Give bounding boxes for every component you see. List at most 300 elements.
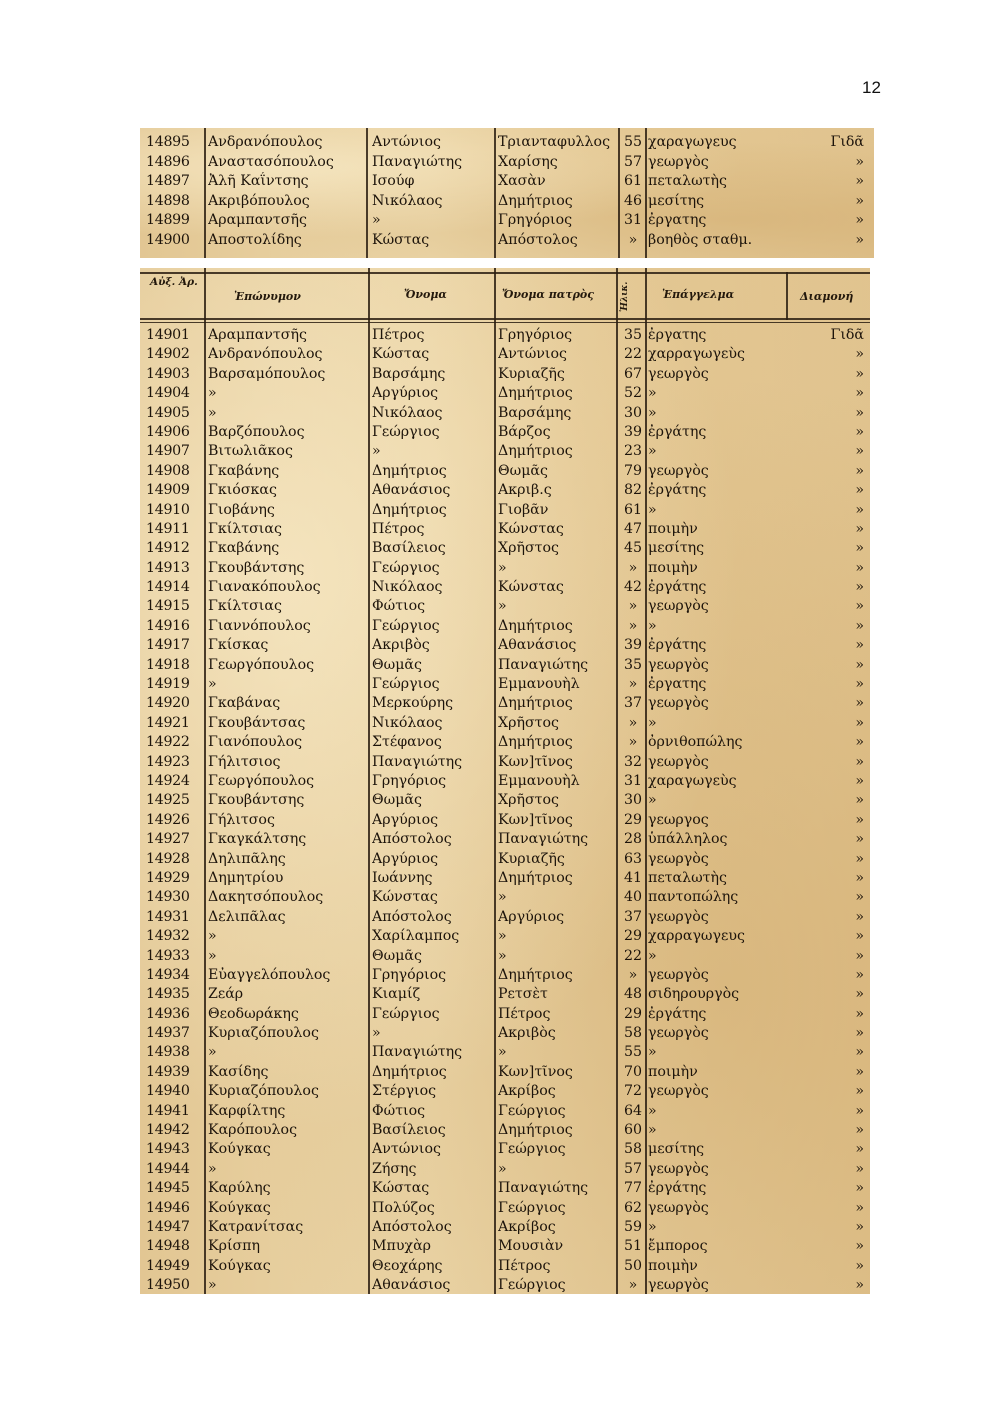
age-cell: 46 [623,192,643,209]
occupation-cell: ἐργατης [648,212,707,229]
table-row [140,442,870,461]
occupation-cell: ποιμὴν [648,1063,698,1080]
residence-cell: » [855,753,864,770]
first-name-cell: Πολύζος [372,1199,435,1216]
table-body [140,326,870,1294]
table-row [140,597,870,616]
occupation-cell: σιδηρουργὸς [648,986,740,1003]
record-number: 14926 [146,811,190,828]
surname-cell: » [208,385,217,402]
surname-cell: Κυριαζόπουλος [208,1083,319,1100]
residence-cell: » [855,966,864,983]
surname-cell: Γεωργόπουλος [208,772,315,789]
first-name-cell: Θωμᾶς [372,656,422,673]
surname-cell: Κασίδης [208,1063,269,1080]
age-cell: 72 [623,1083,643,1100]
surname-cell: » [208,1277,217,1294]
table-row [140,636,870,655]
age-cell: 31 [623,772,643,789]
table-row [140,1121,870,1140]
residence-cell: Γιδᾶ [830,134,864,150]
table-row [140,520,870,539]
occupation-cell: ποιμὴν [648,520,698,537]
father-name-cell: Κώνστας [498,520,564,537]
residence-cell: » [855,1277,864,1294]
father-name-cell: Κώνστας [498,579,564,596]
father-name-cell: Κυριαζῆς [498,850,565,867]
record-number: 14901 [146,327,190,343]
surname-cell: Θεοδωράκης [208,1005,299,1022]
occupation-cell: γεωργὸς [648,462,709,479]
age-cell: 39 [623,637,643,654]
father-name-cell: Αντώνιος [498,346,567,363]
first-name-cell: Αντώνιος [372,134,441,150]
record-number: 14937 [146,1025,190,1042]
age-cell: 50 [623,1257,643,1274]
father-name-cell: Ακρίβος [498,1218,556,1235]
first-name-cell: Γεώργιος [372,559,440,576]
page-number: 12 [862,78,881,97]
father-name-cell: Ακριβὸς [498,1025,556,1042]
occupation-cell: γεωργὸς [648,850,709,867]
age-cell: 48 [623,986,643,1003]
residence-cell: » [855,889,864,906]
surname-cell: » [208,928,217,945]
age-cell: 77 [623,1180,643,1197]
first-name-cell: » [372,1025,381,1042]
father-name-cell: Κων]τῖνος [498,753,573,770]
table-row [140,869,870,888]
father-name-cell: Αργύριος [498,908,565,925]
residence-cell: » [855,346,864,363]
record-number: 14931 [146,908,190,925]
header-rule-bottom [140,318,870,320]
record-number: 14940 [146,1083,190,1100]
age-cell: 57 [623,1160,643,1177]
table-row [140,462,870,481]
surname-cell: Γκουβάντσης [208,792,305,809]
residence-cell: » [855,928,864,945]
residence-cell: » [855,231,864,248]
residence-cell: » [855,850,864,867]
residence-cell: » [855,714,864,731]
residence-cell: » [855,365,864,382]
occupation-cell: » [648,947,657,964]
residence-cell: » [855,734,864,751]
record-number: 14939 [146,1063,190,1080]
age-cell: 39 [623,423,643,440]
age-cell: 40 [623,889,643,906]
occupation-cell: ἐργάτης [648,482,707,499]
residence-cell: » [855,1218,864,1235]
record-number: 14920 [146,695,190,712]
age-cell: 31 [623,212,643,229]
table-row [140,578,870,597]
occupation-cell: μεσίτης [648,540,705,557]
occupation-cell: γεωργὸς [648,365,709,382]
occupation-cell: πεταλωτὴς [648,869,727,886]
record-number: 14927 [146,831,190,848]
first-name-cell: Θωμᾶς [372,947,422,964]
table-row [140,888,870,907]
occupation-cell: » [648,792,657,809]
residence-cell: » [855,520,864,537]
surname-cell: Γκουβάντσας [208,714,306,731]
age-cell: » [628,617,638,634]
occupation-cell: ποιμὴν [648,1257,698,1274]
first-name-cell: Δημήτριος [372,462,447,479]
residence-cell: » [855,173,864,190]
table-row [140,927,870,946]
table-row [140,850,870,869]
surname-cell: Ανδρανόπουλος [208,134,323,150]
first-name-cell: Πέτρος [372,327,425,343]
table-row [140,714,870,733]
age-cell: 63 [623,850,643,867]
surname-cell: » [208,947,217,964]
record-number: 14895 [146,134,190,150]
residence-cell: » [855,811,864,828]
first-name-cell: » [372,443,381,460]
age-cell: 29 [623,1005,643,1022]
father-name-cell: Ακρίβος [498,1083,556,1100]
residence-cell: Γιδᾶ [830,327,864,343]
first-name-cell: Νικόλαος [372,404,443,421]
residence-cell: » [855,153,864,170]
age-cell: » [628,734,638,751]
occupation-cell: ἐργάτης [648,579,707,596]
residence-cell: » [855,772,864,789]
surname-cell: Βαρσαμόπουλος [208,365,326,382]
residence-cell: » [855,482,864,499]
table-row [140,423,870,442]
record-number: 14944 [146,1160,190,1177]
surname-cell: Κούγκας [208,1257,271,1274]
age-cell: 51 [623,1238,643,1255]
age-cell: 79 [623,462,643,479]
occupation-cell: » [648,714,657,731]
residence-cell: » [855,1122,864,1139]
header-occupation: Ἐπάγγελμα [662,288,735,301]
father-name-cell: Γεώργιος [498,1277,566,1294]
record-number: 14913 [146,559,190,576]
residence-cell: » [855,1005,864,1022]
first-name-cell: Μερκούρης [372,695,454,712]
table-row [140,539,870,558]
record-number: 14935 [146,986,190,1003]
age-cell: 62 [623,1199,643,1216]
surname-cell: Κούγκας [208,1199,271,1216]
father-name-cell: Γεώργιος [498,1199,566,1216]
occupation-cell: » [648,1102,657,1119]
record-number: 14911 [146,520,190,537]
occupation-cell: » [648,617,657,634]
occupation-cell: γεωργὸς [648,598,709,615]
surname-cell: Κατρανίτσας [208,1218,304,1235]
age-cell: 30 [623,404,643,421]
first-name-cell: Βασίλειος [372,540,446,557]
father-name-cell: » [498,559,507,576]
first-name-cell: Παναγιώτης [372,1044,463,1061]
residence-cell: » [855,423,864,440]
residence-cell: » [855,192,864,209]
record-number: 14949 [146,1257,190,1274]
occupation-cell: ἐργατης [648,676,707,693]
occupation-cell: χαρραγωγευς [648,928,745,945]
table-row [140,1257,870,1276]
record-number: 14907 [146,443,190,460]
occupation-cell: ἐργατης [648,327,707,343]
first-name-cell: Νικόλαος [372,579,443,596]
father-name-cell: Δημήτριος [498,617,573,634]
residence-cell: » [855,1044,864,1061]
table-row [140,656,870,675]
table-row [140,501,870,520]
surname-cell: Γκίλτσιας [208,520,282,537]
occupation-cell: ἐργάτης [648,1180,707,1197]
record-number: 14900 [146,231,190,248]
top-fragment-rows [140,133,874,251]
father-name-cell: Γιοβᾶν [498,501,549,518]
first-name-cell: Ισούφ [372,173,415,190]
residence-cell: » [855,676,864,693]
father-name-cell: Παναγιώτης [498,1180,589,1197]
residence-cell: » [855,1063,864,1080]
father-name-cell: Παναγιώτης [498,656,589,673]
first-name-cell: Απόστολος [372,1218,452,1235]
record-number: 14902 [146,346,190,363]
father-name-cell: Δημήτριος [498,443,573,460]
record-number: 14906 [146,423,190,440]
age-cell: 58 [623,1025,643,1042]
first-name-cell: Αθανάσιος [372,482,451,499]
occupation-cell: χαρραγωγεὺς [648,346,745,363]
occupation-cell: παντοπώλης [648,889,739,906]
residence-cell: » [855,1025,864,1042]
occupation-cell: ἔμπορος [648,1238,708,1255]
surname-cell: » [208,1044,217,1061]
age-cell: 37 [623,695,643,712]
age-cell: 45 [623,540,643,557]
first-name-cell: Απόστολος [372,908,452,925]
age-cell: 70 [623,1063,643,1080]
residence-cell: » [855,831,864,848]
father-name-cell: Δημήτριος [498,734,573,751]
record-number: 14943 [146,1141,190,1158]
first-name-cell: Ζήσης [372,1160,417,1177]
first-name-cell: Κώστας [372,1180,430,1197]
column-rule [786,272,788,320]
table-row [140,231,874,251]
surname-cell: Καρόπουλος [208,1122,298,1139]
father-name-cell: Πέτρος [498,1257,551,1274]
father-name-cell: Χασὰν [498,173,546,190]
table-row [140,1218,870,1237]
residence-cell: » [855,385,864,402]
first-name-cell: Πέτρος [372,520,425,537]
table-row [140,1043,870,1062]
occupation-cell: γεωργὸς [648,1199,709,1216]
occupation-cell: » [648,404,657,421]
table-row [140,1102,870,1121]
surname-cell: Γιανόπουλος [208,734,303,751]
residence-cell: » [855,404,864,421]
occupation-cell: » [648,1122,657,1139]
record-number: 14950 [146,1277,190,1294]
surname-cell: » [208,1160,217,1177]
first-name-cell: Θεοχάρης [372,1257,443,1274]
age-cell: 37 [623,908,643,925]
surname-cell: Γκίλτσιας [208,598,282,615]
first-name-cell: Αργύριος [372,385,439,402]
table-row [140,772,870,791]
surname-cell: Δημητρίου [208,869,284,886]
record-number: 14898 [146,192,190,209]
occupation-cell: γεωργὸς [648,695,709,712]
occupation-cell: γεωργὸς [648,1025,709,1042]
age-cell: 64 [623,1102,643,1119]
first-name-cell: Στέργιος [372,1083,437,1100]
surname-cell: Αποστολίδης [208,231,302,248]
age-cell: » [628,231,638,248]
occupation-cell: γεωργὸς [648,1277,709,1294]
record-number: 14899 [146,212,190,229]
record-number: 14924 [146,772,190,789]
father-name-cell: Γεώργιος [498,1102,566,1119]
occupation-cell: χαραγωγεὺς [648,772,737,789]
record-number: 14904 [146,385,190,402]
age-cell: 59 [623,1218,643,1235]
age-cell: 52 [623,385,643,402]
record-number: 14946 [146,1199,190,1216]
header-rule-top [140,272,870,274]
occupation-cell: μεσίτης [648,1141,705,1158]
father-name-cell: Αθανάσιος [498,637,577,654]
record-number: 14905 [146,404,190,421]
father-name-cell: Βάρζος [498,423,551,440]
occupation-cell: » [648,1218,657,1235]
father-name-cell: Κυριαζῆς [498,365,565,382]
table-row [140,1237,870,1256]
surname-cell: Εὐαγγελόπουλος [208,966,331,983]
age-cell: 58 [623,1141,643,1158]
table-row [140,384,870,403]
record-number: 14922 [146,734,190,751]
father-name-cell: » [498,598,507,615]
surname-cell: Γκαβάνης [208,540,280,557]
table-row [140,1024,870,1043]
age-cell: 29 [623,811,643,828]
first-name-cell: Γεώργιος [372,1005,440,1022]
first-name-cell: Γεώργιος [372,423,440,440]
residence-cell: » [855,212,864,229]
table-row [140,908,870,927]
table-row [140,733,870,752]
record-number: 14914 [146,579,190,596]
father-name-cell: Δημήτριος [498,192,573,209]
father-name-cell: Χρῆστος [498,540,559,557]
surname-cell: Βαρζόπουλος [208,423,305,440]
record-number: 14925 [146,792,190,809]
first-name-cell: Αργύριος [372,811,439,828]
header-father-name: Ὄνομα πατρὸς [502,288,594,301]
record-number: 14929 [146,869,190,886]
residence-cell: » [855,637,864,654]
table-row [140,345,870,364]
first-name-cell: Φώτιος [372,598,426,615]
age-cell: 82 [623,482,643,499]
first-name-cell: Αργύριος [372,850,439,867]
father-name-cell: Τριανταφυλλος [498,134,611,150]
first-name-cell: Γρηγόριος [372,966,447,983]
record-number: 14923 [146,753,190,770]
first-name-cell: Παναγιώτης [372,753,463,770]
father-name-cell: Κων]τῖνος [498,1063,573,1080]
residence-cell: » [855,579,864,596]
table-row [140,1082,870,1101]
record-number: 14896 [146,153,190,170]
record-number: 14928 [146,850,190,867]
record-number: 14934 [146,966,190,983]
table-row [140,192,874,212]
residence-cell: » [855,947,864,964]
father-name-cell: Γρηγόριος [498,327,573,343]
first-name-cell: Νικόλαος [372,714,443,731]
father-name-cell: Δημήτριος [498,1122,573,1139]
occupation-cell: γεωργὸς [648,1083,709,1100]
father-name-cell: Πέτρος [498,1005,551,1022]
residence-cell: » [855,1102,864,1119]
residence-cell: » [855,656,864,673]
age-cell: 35 [623,656,643,673]
table-row [140,481,870,500]
record-number: 14912 [146,540,190,557]
first-name-cell: Γεώργιος [372,676,440,693]
record-number: 14930 [146,889,190,906]
surname-cell: Γήλιτσιος [208,753,281,770]
age-cell: 55 [623,134,643,150]
age-cell: » [628,676,638,693]
father-name-cell: Χαρίσης [498,153,558,170]
table-row [140,1179,870,1198]
record-number: 14903 [146,365,190,382]
residence-cell: » [855,540,864,557]
residence-cell: » [855,1141,864,1158]
table-row [140,153,874,173]
first-name-cell: Γρηγόριος [372,772,447,789]
table-row [140,947,870,966]
residence-cell: » [855,1238,864,1255]
occupation-cell: γεωργὸς [648,966,709,983]
first-name-cell: Παναγιώτης [372,153,463,170]
father-name-cell: Κων]τῖνος [498,811,573,828]
record-number: 14909 [146,482,190,499]
first-name-cell: Αντώνιος [372,1141,441,1158]
occupation-cell: » [648,443,657,460]
record-number: 14919 [146,676,190,693]
table-row [140,753,870,772]
residence-cell: » [855,501,864,518]
residence-cell: » [855,986,864,1003]
scan-fragment-top [140,128,874,258]
header-residence: Διαμονή [800,290,854,303]
father-name-cell: Δημήτριος [498,695,573,712]
surname-cell: Γεωργόπουλος [208,656,315,673]
father-name-cell: » [498,889,507,906]
occupation-cell: γεωργὸς [648,656,709,673]
father-name-cell: Ακριβ.ς [498,482,552,499]
table-row [140,1160,870,1179]
